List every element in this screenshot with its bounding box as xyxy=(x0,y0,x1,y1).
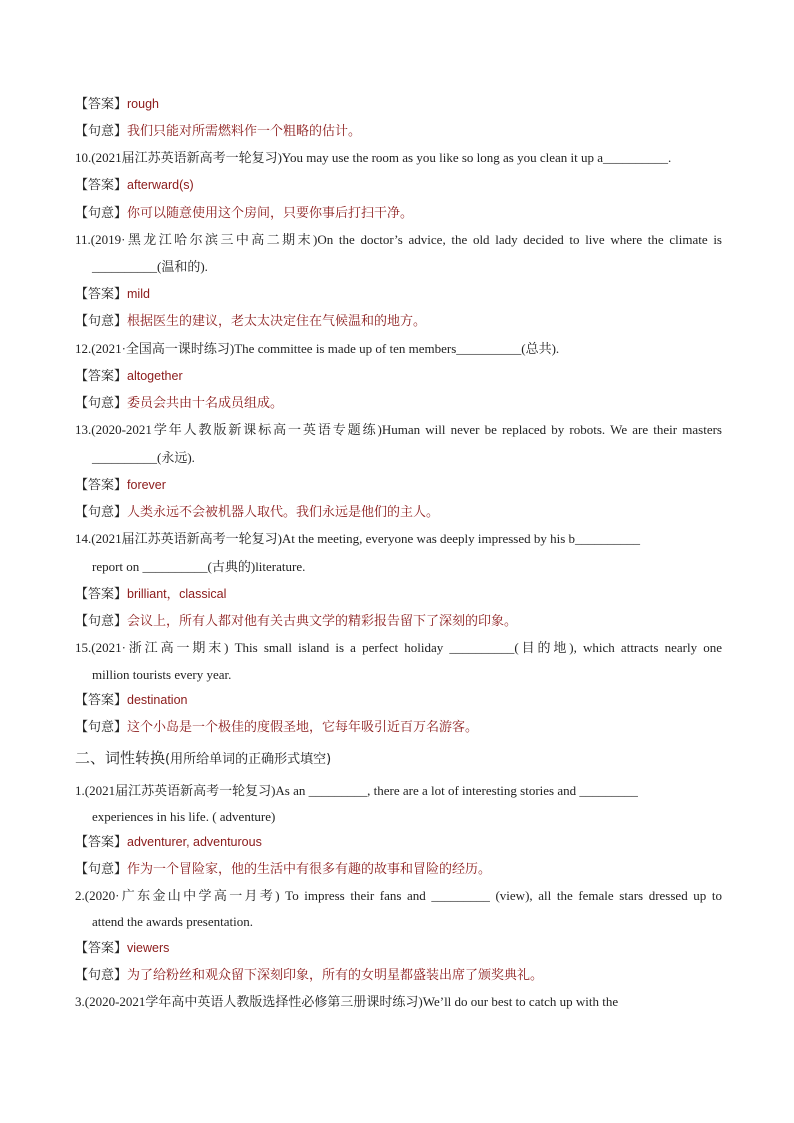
question-15: 15.(2021·浙江高一期末) This small island is a perfect holiday __________(目的地), which attracts nearly one xyxy=(75,640,722,655)
question-continuation: report on __________(古典的)literature. xyxy=(92,559,306,574)
question-continuation: __________(永远). xyxy=(92,450,195,465)
question-10: 10.(2021届江苏英语新高考一轮复习)You may use the room as you like so long as you clean it up a__________. xyxy=(75,150,672,165)
answer-line: 【答案】altogether xyxy=(75,369,183,384)
section-heading: 二、词性转换(用所给单词的正确形式填空) xyxy=(75,749,332,767)
answer-line: 【答案】afterward(s) xyxy=(75,178,194,193)
meaning-line: 【句意】我们只能对所需燃料作一个粗略的估计。 xyxy=(75,124,362,139)
question-continuation: million tourists every year. xyxy=(92,667,232,682)
answer-line: 【答案】adventurer, adventurous xyxy=(75,835,262,850)
question-3: 3.(2020-2021学年高中英语人教版选择性必修第三册课时练习)We’ll do our best to catch up with the xyxy=(75,994,619,1009)
meaning-line: 【句意】会议上，所有人都对他有关古典文学的精彩报告留下了深刻的印象。 xyxy=(75,614,518,629)
question-continuation: attend the awards presentation. xyxy=(92,914,253,929)
answer-line: 【答案】viewers xyxy=(75,941,170,956)
question-continuation: __________(温和的). xyxy=(92,259,208,274)
answer-line: 【答案】forever xyxy=(75,478,166,493)
question-13: 13.(2020-2021学年人教版新课标高一英语专题练)Human will never be replaced by robots. We are their masters xyxy=(75,422,722,437)
question-continuation: experiences in his life. ( adventure) xyxy=(92,809,276,824)
question-12: 12.(2021·全国高一课时练习)The committee is made up of ten members__________(总共). xyxy=(75,341,560,356)
question-1: 1.(2021届江苏英语新高考一轮复习)As an _________, there are a lot of interesting stories and _________ xyxy=(75,783,638,798)
answer-line: 【答案】rough xyxy=(75,97,159,112)
answer-line: 【答案】mild xyxy=(75,287,150,302)
meaning-line: 【句意】委员会共由十名成员组成。 xyxy=(75,396,284,411)
answer-line: 【答案】brilliant，classical xyxy=(75,587,227,602)
meaning-line: 【句意】你可以随意使用这个房间，只要你事后打扫干净。 xyxy=(75,206,414,221)
meaning-line: 【句意】根据医生的建议，老太太决定住在气候温和的地方。 xyxy=(75,314,427,329)
question-2: 2.(2020·广东金山中学高一月考) To impress their fans and _________ (view), all the female stars dressed up to xyxy=(75,888,722,903)
question-11: 11.(2019·黑龙江哈尔滨三中高二期末)On the doctor’s advice, the old lady decided to live where the climate is xyxy=(75,232,722,247)
question-14: 14.(2021届江苏英语新高考一轮复习)At the meeting, everyone was deeply impressed by his b__________ xyxy=(75,531,641,546)
meaning-line: 【句意】这个小岛是一个极佳的度假圣地，它每年吸引近百万名游客。 xyxy=(75,720,479,735)
meaning-line: 【句意】人类永远不会被机器人取代。我们永远是他们的主人。 xyxy=(75,505,440,520)
answer-line: 【答案】destination xyxy=(75,693,188,708)
meaning-line: 【句意】为了给粉丝和观众留下深刻印象，所有的女明星都盛装出席了颁奖典礼。 xyxy=(75,968,544,983)
meaning-line: 【句意】作为一个冒险家，他的生活中有很多有趣的故事和冒险的经历。 xyxy=(75,862,492,877)
